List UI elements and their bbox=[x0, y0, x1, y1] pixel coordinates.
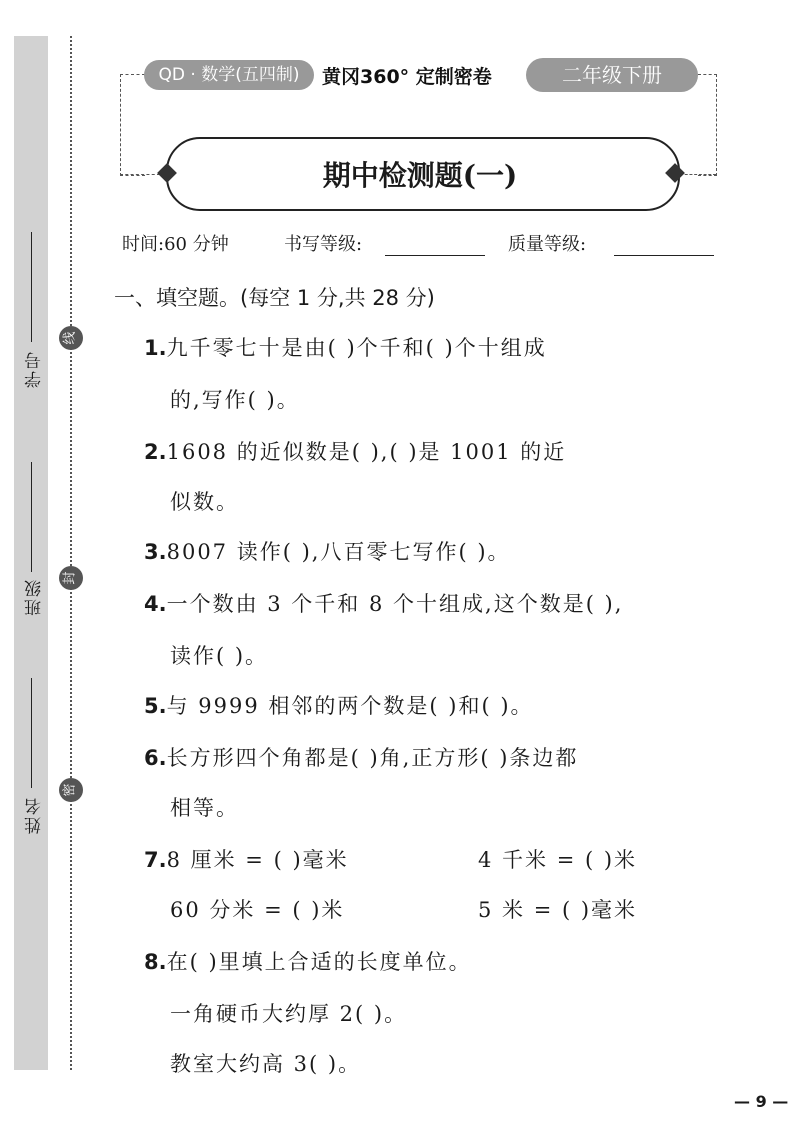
question-4-line-2: 读作( )。 bbox=[170, 644, 269, 668]
grade-badge: 二年级下册 bbox=[526, 58, 698, 92]
question-3: 3.8007 读作( ),八百零七写作( )。 bbox=[144, 540, 511, 564]
writing-grade-label: 书写等级: bbox=[284, 234, 363, 255]
series-badge: QD · 数学(五四制) bbox=[144, 60, 314, 90]
question-1-line-2: 的,写作( )。 bbox=[170, 388, 300, 412]
question-4-line-1: 4.一个数由 3 个千和 8 个十组成,这个数是( ), bbox=[144, 592, 624, 616]
class-underline bbox=[31, 462, 32, 572]
student-id-label: 学号 bbox=[25, 350, 45, 388]
question-7-line-2b: 5 米 = ( )毫米 bbox=[478, 898, 638, 922]
line-mark: 线 bbox=[59, 326, 83, 350]
section-heading: 一、填空题。(每空 1 分,共 28 分) bbox=[114, 286, 435, 310]
question-2-line-1: 2.1608 的近似数是( ),( )是 1001 的近 bbox=[144, 440, 567, 464]
page-number: — 9 — bbox=[734, 1092, 789, 1111]
brand-text: 黄冈360° 定制密卷 bbox=[322, 66, 492, 88]
question-6-line-1: 6.长方形四个角都是( )角,正方形( )条边都 bbox=[144, 746, 579, 770]
question-8-line-2: 一角硬币大约厚 2( )。 bbox=[170, 1002, 408, 1026]
time-limit: 时间:60 分钟 bbox=[122, 234, 229, 255]
question-7-line-1b: 4 千米 = ( )米 bbox=[478, 848, 638, 872]
student-id-underline bbox=[31, 232, 32, 342]
question-7-line-2a: 60 分米 = ( )米 bbox=[170, 898, 345, 922]
question-8-line-1: 8.在( )里填上合适的长度单位。 bbox=[144, 950, 472, 974]
quality-grade-label: 质量等级: bbox=[508, 234, 587, 255]
quality-grade-blank[interactable] bbox=[614, 255, 714, 256]
question-1-line-1: 1.九千零七十是由( )个千和( )个十组成 bbox=[144, 336, 547, 360]
question-6-line-2: 相等。 bbox=[170, 796, 239, 820]
exam-title: 期中检测题(一) bbox=[322, 159, 518, 192]
writing-grade-blank[interactable] bbox=[385, 255, 485, 256]
question-8-line-3: 教室大约高 3( )。 bbox=[170, 1052, 362, 1076]
question-7-line-1a: 7.8 厘米 = ( )毫米 bbox=[144, 848, 349, 872]
question-5: 5.与 9999 相邻的两个数是( )和( )。 bbox=[144, 694, 534, 718]
seal-mark: 封 bbox=[59, 566, 83, 590]
secret-mark: 密 bbox=[59, 778, 83, 802]
question-2-line-2: 似数。 bbox=[170, 490, 239, 514]
name-label: 姓名 bbox=[25, 796, 45, 834]
name-underline bbox=[31, 678, 32, 788]
class-label: 班级 bbox=[25, 578, 45, 616]
